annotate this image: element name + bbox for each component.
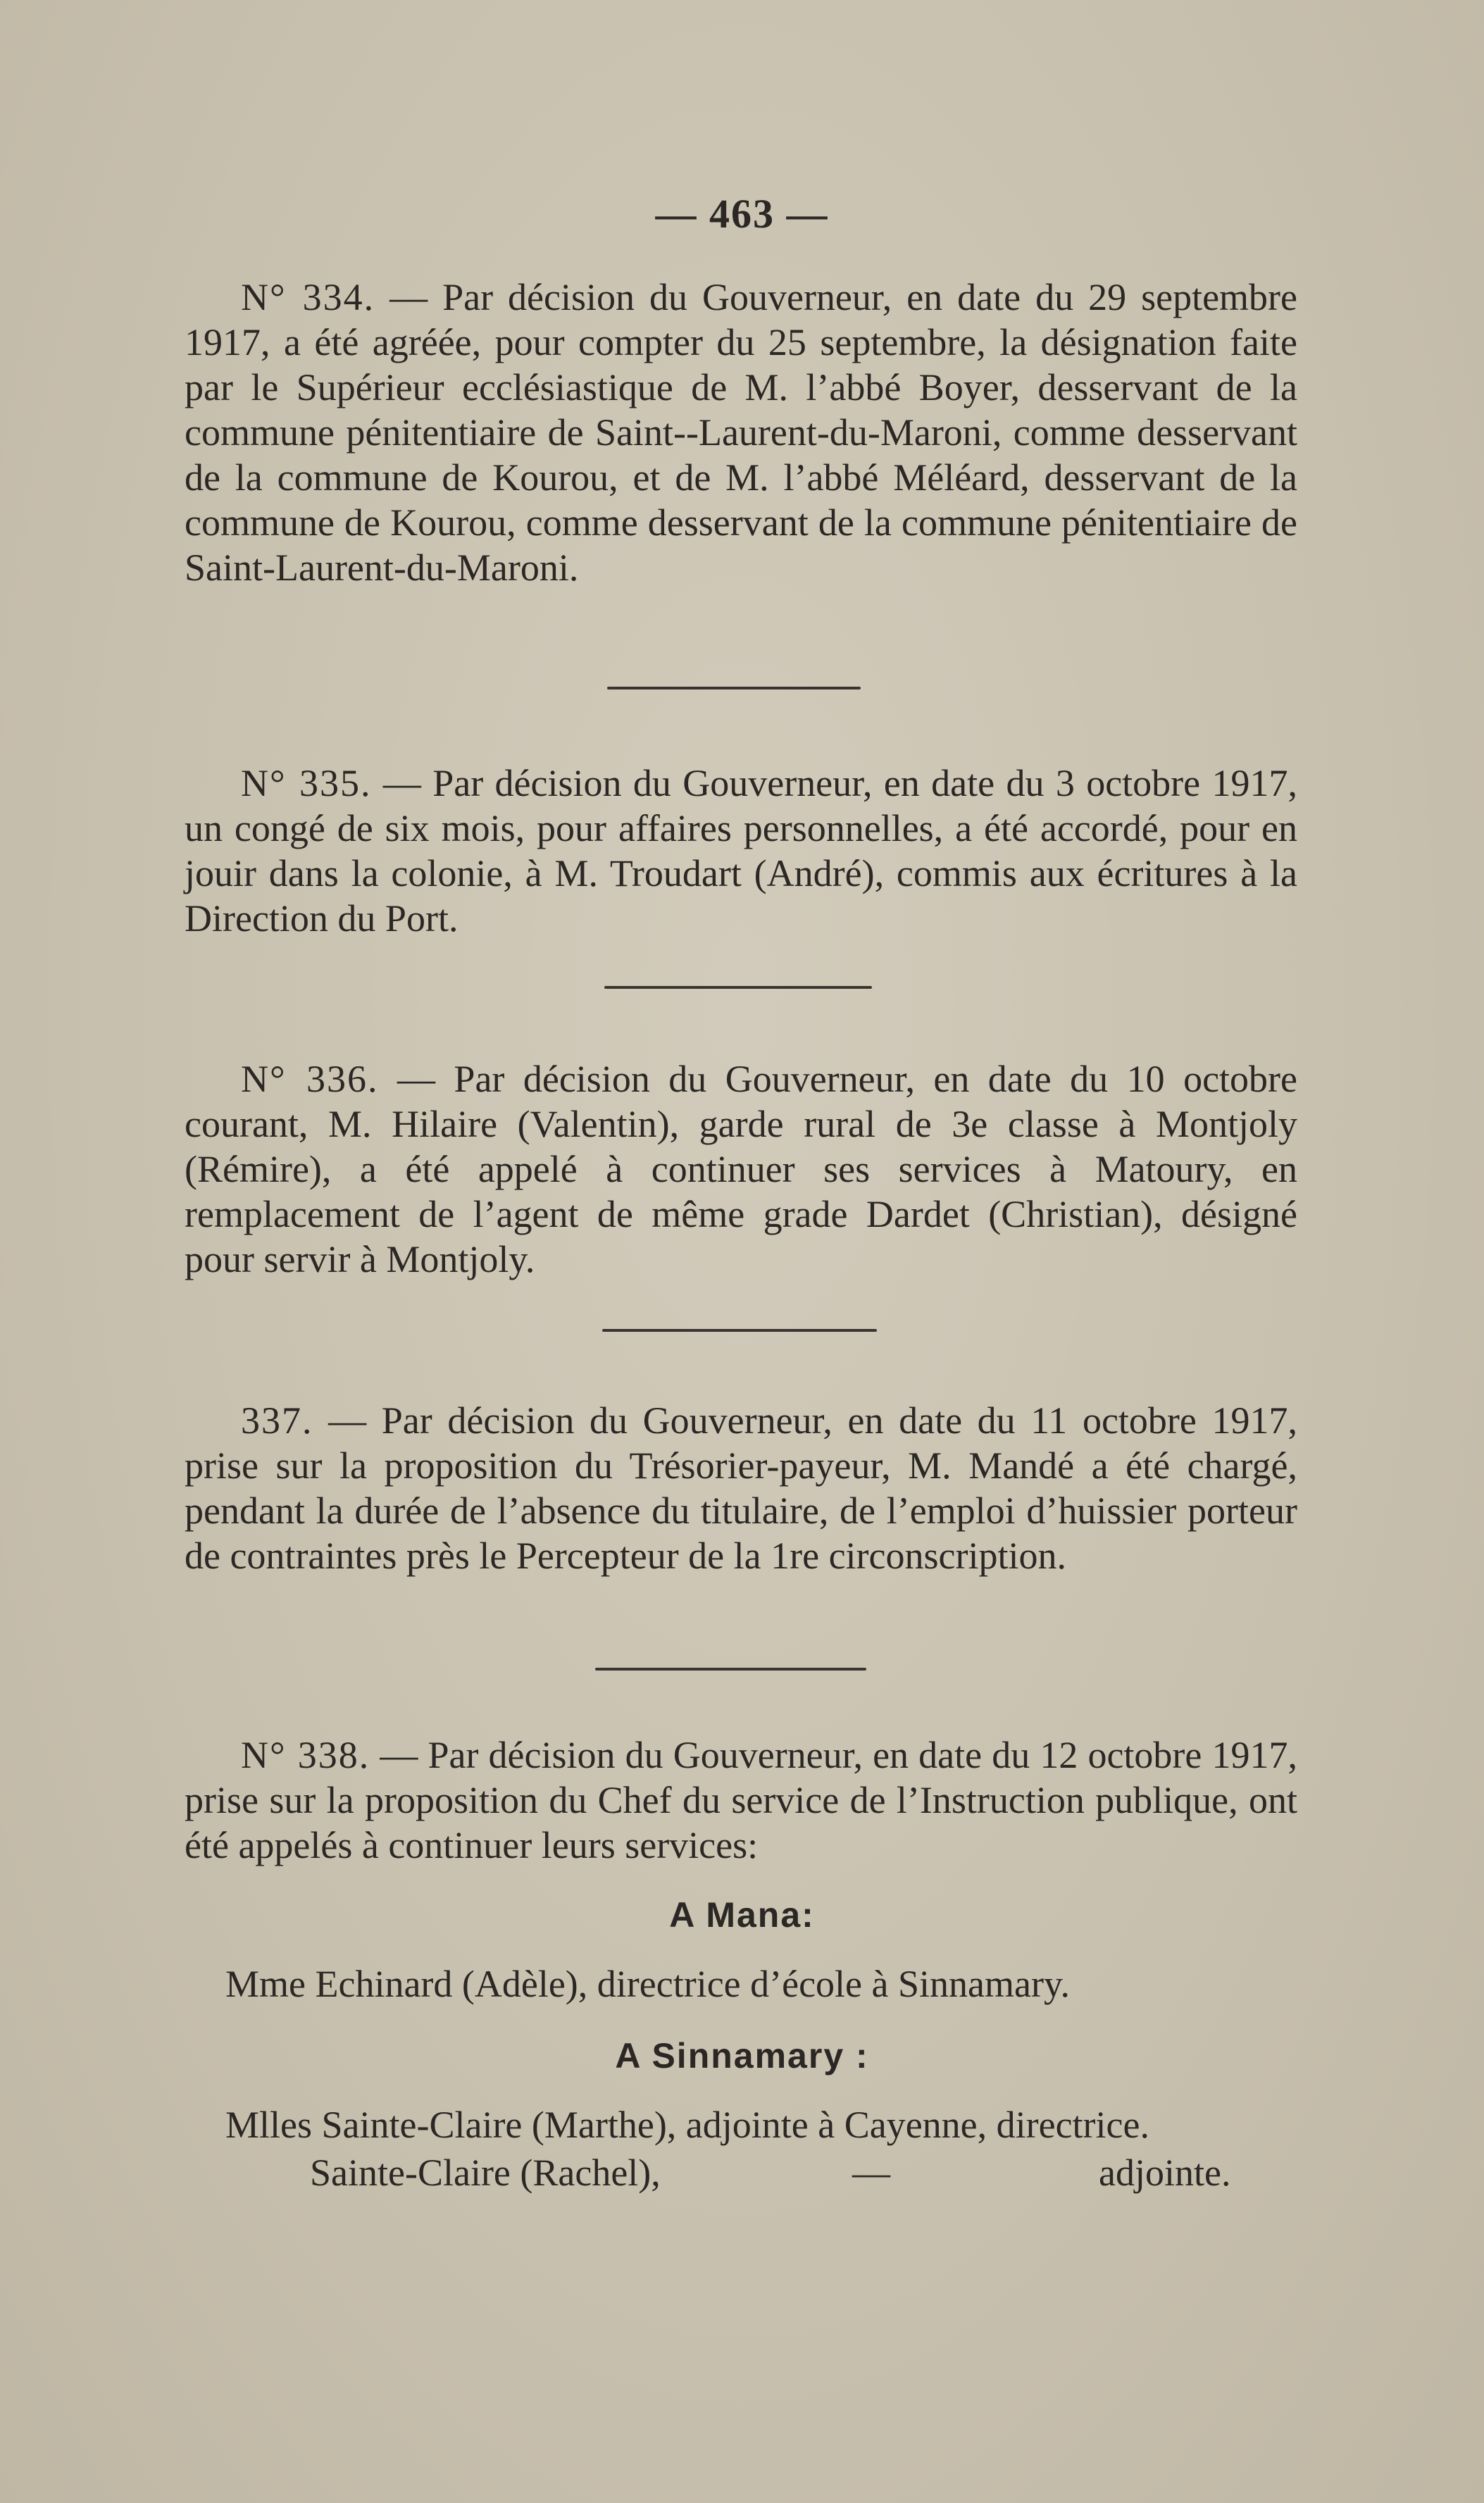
appointment-line: Sainte-Claire (Rachel),: [310, 2152, 661, 2194]
entry-336: [185, 1056, 1297, 1282]
entry-338: [185, 1733, 1297, 1868]
entry-number: N° 338.: [241, 1734, 370, 1776]
page-number: — 463 —: [655, 191, 829, 237]
entry-number: N° 336.: [241, 1058, 379, 1100]
entry-number: 337.: [241, 1399, 313, 1442]
appointment-role: adjointe.: [1099, 2152, 1231, 2194]
entry-number: N° 335.: [241, 762, 372, 804]
entry-text: — Par décision du Gouverneur, en date du 12 octobre 1917, prise sur la proposition du Chef du service de l’Instruction publique, ont été appelés à continuer leurs services:: [185, 1734, 1297, 1866]
entry-number: N° 334.: [241, 276, 375, 318]
section-heading-mana: A Mana:: [669, 1895, 815, 1935]
entry-text: — Par décision du Gouverneur, en date du 3 octobre 1917, un congé de six mois, pour affaires personnelles, a été accordé, pour en jouir dans la colonie, à M. Troudart (André), commis aux écritures à la Direction du Port.: [185, 762, 1297, 940]
entry-text: — Par décision du Gouverneur, en date du 11 octobre 1917, prise sur la proposition du Trésorier-payeur, M. Mandé a été chargé, pendant la durée de l’absence du titulaire, de l’emploi d’huissier porteur de contraintes près le Percepteur de la 1re circonscription.: [185, 1399, 1297, 1577]
separator-rule: [602, 1329, 877, 1332]
separator-rule: [595, 1668, 866, 1671]
appointment-line: Mme Echinard (Adèle), directrice d’école à Sinnamary.: [225, 1963, 1070, 2005]
separator-rule: [607, 687, 861, 689]
section-heading-sinnamary: A Sinnamary :: [615, 2036, 869, 2076]
entry-337: [185, 1398, 1297, 1578]
ditto-mark: —: [852, 2152, 890, 2194]
entry-text: — Par décision du Gouverneur, en date du 29 septembre 1917, a été agréée, pour compter du 25 septembre, la désignation faite par le Supérieur ecclésiastique de M. l’abbé Boyer, desservant de la commune pénitentiaire de Saint--Laurent-du-Maroni, comme desservant de la commune de Kourou, et de M. l’abbé Méléard, desservant de la commune de Kourou, comme desservant de la commune pénitentiaire de Saint-Laurent-du-Maroni.: [185, 276, 1297, 589]
entry-335: [185, 761, 1297, 941]
appointment-line: Mlles Sainte-Claire (Marthe), adjointe à Cayenne, directrice.: [225, 2104, 1149, 2146]
entry-text: — Par décision du Gouverneur, en date du 10 octobre courant, M. Hilaire (Valentin), garde rural de 3e classe à Montjoly (Rémire), a été appelé à continuer ses services à Matoury, en remplacement de l’agent de même grade Dardet (Christian), désigné pour servir à Montjoly.: [185, 1058, 1297, 1280]
separator-rule: [604, 986, 872, 989]
entry-334: [185, 275, 1297, 590]
